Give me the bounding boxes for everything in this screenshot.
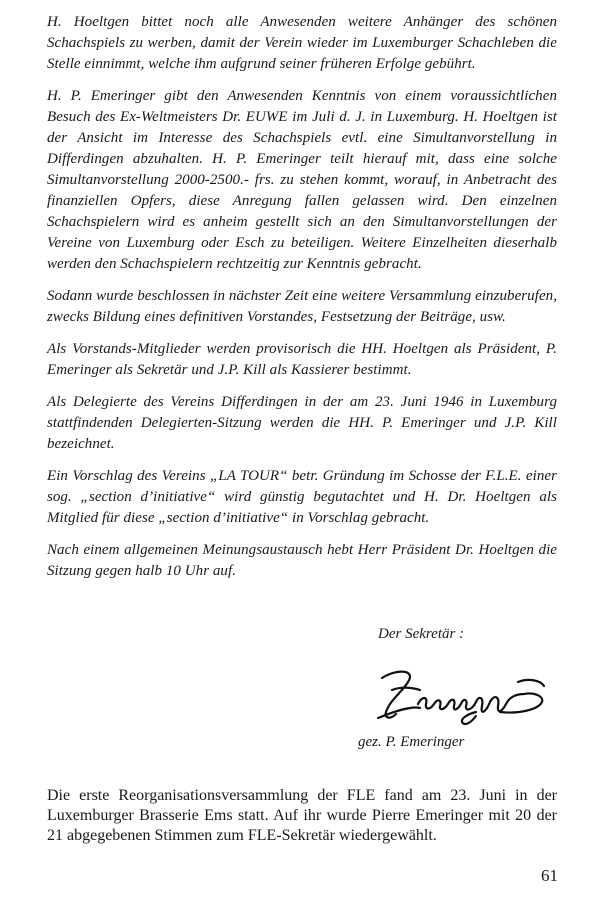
closing-title: Der Sekretär :: [378, 626, 465, 642]
minutes-paragraph: H. P. Emeringer gibt den Anwesenden Kenntnis von einem voraussichtlichen Besuch des Ex-Weltmeisters Dr. EUWE im Juli d. J. in Luxemburg. H. Hoeltgen ist der Ansicht im Interesse des Schachspiels evtl. eine Simultanvorstellung in Differdingen abzuhalten. H. P. Emeringer teilt hierauf mit, dass eine solche Simultanvorstellung 2000-2500.- frs. zu stehen kommt, worauf, in Anbetracht des finanziellen Opfers, diese Anregung fallen gelassen wird. Den einzelnen Schachspielern wird es anheim gestellt sich an den Simultanvorstellungen der Vereine von Luxemburg oder Esch zu beteiligen. Weitere Einzelheiten dieserhalb werden den Schachspielern rechtzeitig zur Kenntnis gebracht.: [47, 88, 557, 272]
minutes-paragraph: Sodann wurde beschlossen in nächster Zeit eine weitere Versammlung einzuberufen, zwecks Bildung eines definitiven Vorstandes, Festsetzung der Beiträge, usw.: [47, 288, 557, 325]
footer-note: Die erste Reorganisationsversammlung der FLE fand am 23. Juni in der Luxemburger Brasserie Ems statt. Auf ihr wurde Pierre Emeringer mit 20 der 21 abgegebenen Stimmen zum FLE-Sekretär wiedergewählt.: [47, 787, 557, 844]
handwritten-signature: [368, 660, 558, 730]
minutes-paragraph: Nach einem allgemeinen Meinungsaustausch hebt Herr Präsident Dr. Hoeltgen die Sitzung gegen halb 10 Uhr auf.: [47, 542, 557, 579]
minutes-paragraph: H. Hoeltgen bittet noch alle Anwesenden weitere Anhänger des schönen Schachspiels zu werben, damit der Verein wieder im Luxemburger Schachleben die Stelle einnimmt, welche ihm aufgrund seiner früheren Erfolge gebührt.: [47, 14, 557, 72]
page-number: 61: [541, 866, 558, 885]
minutes-paragraph: Als Vorstands-Mitglieder werden provisorisch die HH. Hoeltgen als Präsident, P. Emeringer als Sekretär und J.P. Kill als Kassierer bestimmt.: [47, 341, 557, 378]
meeting-minutes: [47, 12, 557, 593]
minutes-paragraph: Ein Vorschlag des Vereins „LA TOUR“ betr. Gründung im Schosse der F.L.E. einer sog. „section d’initiative“ wird günstig begutachtet und H. Dr. Hoeltgen als Mitglied für diese „section d’initiative“ in Vorschlag gebracht.: [47, 468, 557, 526]
minutes-paragraph: Als Delegierte des Vereins Differdingen in der am 23. Juni 1946 in Luxemburg stattfindenden Delegierten-Sitzung werden die HH. P. Emeringer und J.P. Kill bezeichnet.: [47, 394, 557, 452]
signed-name: gez. P. Emeringer: [358, 734, 465, 750]
